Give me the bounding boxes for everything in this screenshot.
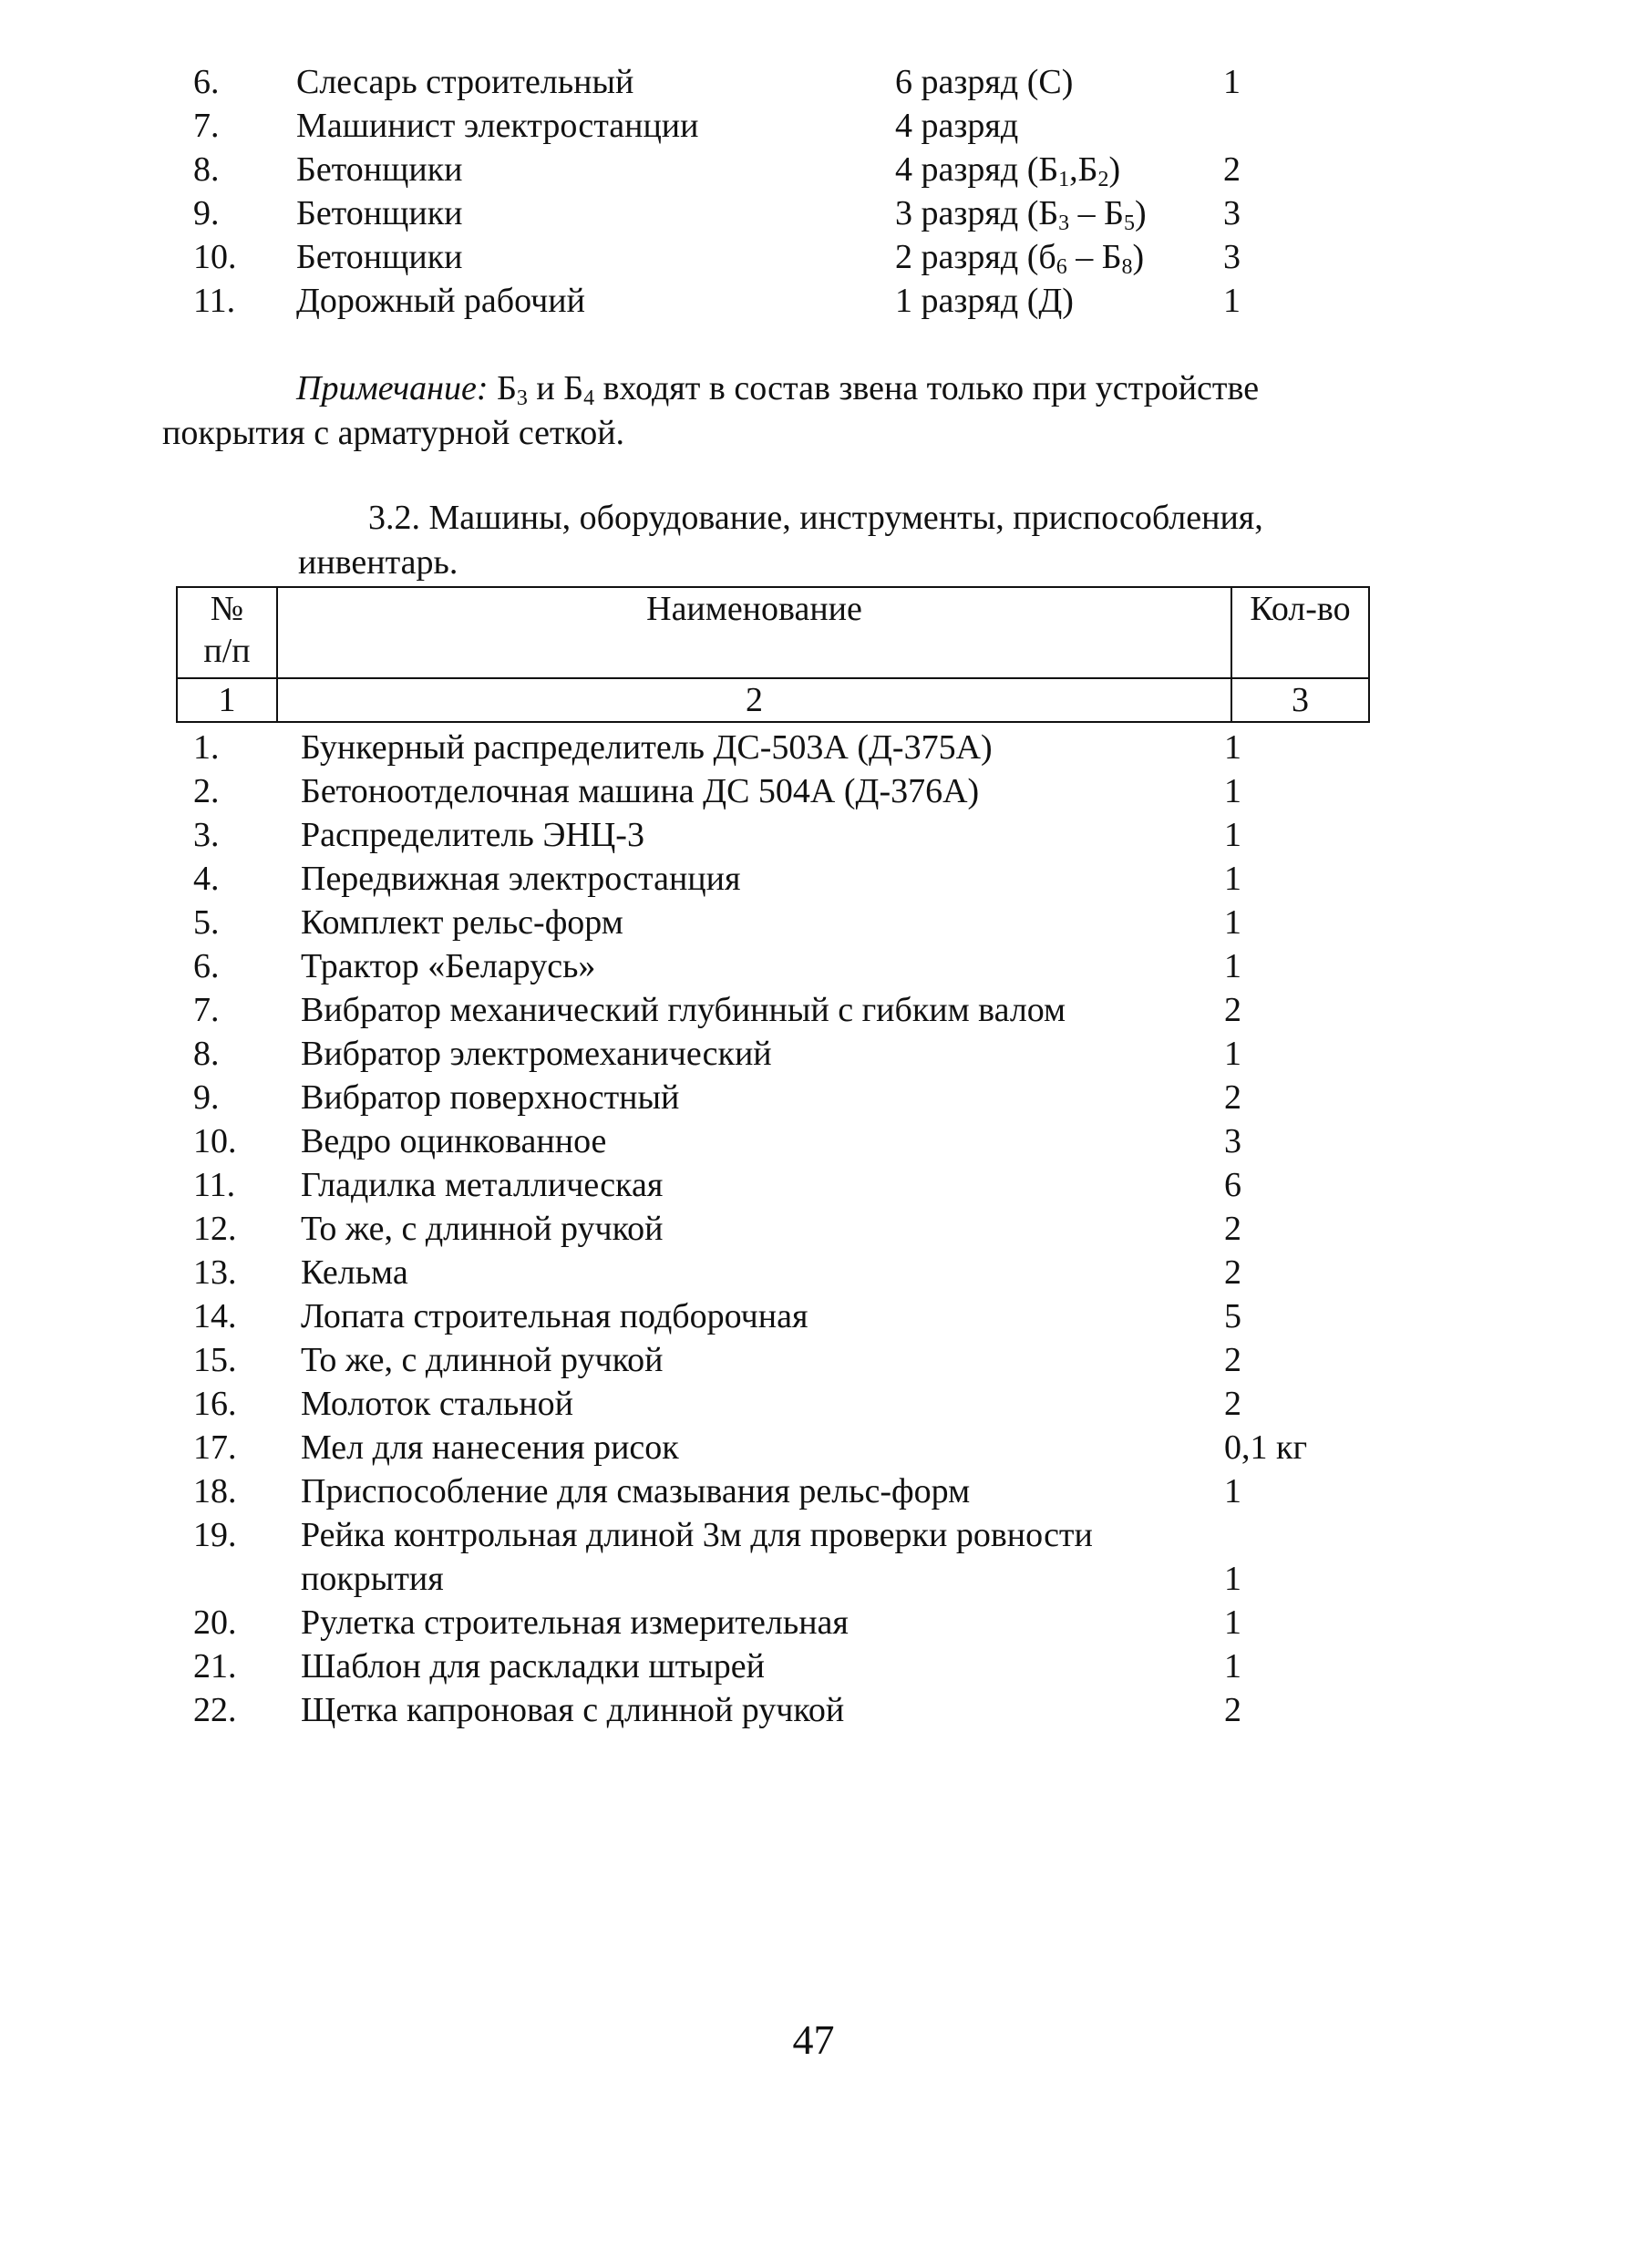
section-title: 3.2. Машины, оборудование, инструменты, приспособления, (368, 499, 1263, 537)
worker-profession: Дорожный рабочий (296, 282, 585, 320)
rank-subscript: 2 (1097, 168, 1109, 191)
worker-number: 10. (193, 238, 237, 276)
item-number: 9. (193, 1078, 220, 1117)
item-quantity: 1 (1224, 903, 1241, 942)
item-quantity: 1 (1224, 1560, 1241, 1598)
worker-number: 11. (193, 282, 236, 320)
rank-subscript: 6 (1055, 255, 1067, 279)
item-quantity: 2 (1224, 1341, 1241, 1379)
note-label: Примечание: (296, 369, 489, 407)
item-name: Щетка капроновая с длинной ручкой (301, 1691, 845, 1729)
rank-subscript: 1 (1058, 168, 1070, 191)
worker-profession: Слесарь строительный (296, 63, 634, 101)
worker-profession: Бетонщики (296, 238, 463, 276)
item-number: 8. (193, 1035, 220, 1073)
item-number: 2. (193, 772, 220, 810)
item-name: Гладилка металлическая (301, 1166, 664, 1204)
item-quantity: 2 (1224, 1385, 1241, 1423)
rank-subscript: 8 (1121, 255, 1133, 279)
worker-number: 6. (193, 63, 220, 101)
note-b3: Б (497, 369, 517, 407)
item-number: 19. (193, 1516, 237, 1554)
header-number-label: п/п (203, 632, 251, 670)
rank-suffix: ) (1132, 238, 1145, 276)
item-quantity: 1 (1224, 1603, 1241, 1642)
item-number: 1. (193, 728, 220, 767)
rank-suffix: ) (1135, 194, 1147, 232)
worker-number: 7. (193, 107, 220, 145)
item-quantity: 1 (1224, 947, 1241, 985)
item-name: То же, с длинной ручкой (301, 1210, 664, 1248)
item-quantity: 3 (1224, 1122, 1241, 1160)
item-number: 18. (193, 1472, 237, 1510)
item-quantity: 2 (1224, 1691, 1241, 1729)
item-quantity: 1 (1224, 1035, 1241, 1073)
header-index-3: 3 (1231, 678, 1369, 722)
item-name: Вибратор электромеханический (301, 1035, 772, 1073)
header-number-symbol: № (210, 590, 244, 628)
item-name: Бетоноотделочная машина ДС 504А (Д-376А) (301, 772, 980, 810)
item-number: 5. (193, 903, 220, 942)
page-number: 47 (792, 2016, 835, 2063)
worker-number: 9. (193, 194, 220, 232)
item-quantity: 1 (1224, 772, 1241, 810)
worker-count: 1 (1223, 63, 1241, 101)
item-name: Распределитель ЭНЦ-3 (301, 816, 644, 854)
item-number: 3. (193, 816, 220, 854)
item-quantity: 6 (1224, 1166, 1241, 1204)
note-text: входят в состав звена только при устройстве (602, 369, 1260, 407)
worker-count: 1 (1223, 282, 1241, 320)
item-name: Молоток стальной (301, 1385, 573, 1423)
header-index-2: 2 (277, 678, 1231, 722)
item-quantity: 5 (1224, 1297, 1241, 1335)
item-name: Вибратор механический глубинный с гибким валом (301, 991, 1066, 1029)
rank-middle: ,Б (1069, 150, 1098, 189)
item-number: 7. (193, 991, 220, 1029)
note-b4: Б (563, 369, 584, 407)
item-name: Рулетка строительная измерительная (301, 1603, 849, 1642)
worker-rank (895, 235, 1144, 279)
item-quantity: 2 (1224, 1253, 1241, 1292)
header-index-1: 1 (177, 678, 277, 722)
item-number: 21. (193, 1647, 237, 1686)
item-quantity: 2 (1224, 1078, 1241, 1117)
worker-rank (895, 191, 1147, 235)
rank-prefix: 4 разряд (Б (895, 150, 1059, 189)
item-name: Мел для нанесения рисок (301, 1428, 679, 1467)
item-number: 14. (193, 1297, 237, 1335)
item-name: Кельма (301, 1253, 408, 1292)
item-quantity: 1 (1224, 1472, 1241, 1510)
item-name: Передвижная электростанция (301, 860, 741, 898)
rank-middle: – Б (1066, 238, 1122, 276)
item-quantity: 2 (1224, 991, 1241, 1029)
worker-profession: Машинист электростанции (296, 107, 699, 145)
worker-profession: Бетонщики (296, 150, 463, 189)
item-name: Рейка контрольная длиной 3м для проверки ровности (301, 1516, 1093, 1554)
worker-rank (895, 148, 1120, 191)
item-number: 15. (193, 1341, 237, 1379)
item-quantity: 1 (1224, 728, 1241, 767)
item-name: Бункерный распределитель ДС-503А (Д-375А) (301, 728, 993, 767)
item-number: 20. (193, 1603, 237, 1642)
item-name: Комплект рельс-форм (301, 903, 623, 942)
item-name: Приспособление для смазывания рельс-форм (301, 1472, 971, 1510)
machines-table-header (176, 586, 1370, 723)
item-quantity: 0,1 кг (1224, 1428, 1308, 1467)
item-number: 11. (193, 1166, 236, 1204)
header-number (177, 587, 277, 678)
item-name-continued: покрытия (301, 1560, 444, 1598)
item-number: 10. (193, 1122, 237, 1160)
item-quantity: 1 (1224, 816, 1241, 854)
item-name: Вибратор поверхностный (301, 1078, 680, 1117)
item-quantity: 1 (1224, 860, 1241, 898)
note-line-1 (296, 366, 1259, 410)
item-number: 4. (193, 860, 220, 898)
rank-prefix: 2 разряд (б (895, 238, 1056, 276)
note-b4-subscript: 4 (583, 387, 595, 410)
item-number: 22. (193, 1691, 237, 1729)
item-name: Трактор «Беларусь» (301, 947, 596, 985)
item-name: Лопата строительная подборочная (301, 1297, 808, 1335)
worker-count: 3 (1223, 194, 1241, 232)
worker-rank: 1 разряд (Д) (895, 282, 1074, 320)
worker-number: 8. (193, 150, 220, 189)
item-number: 16. (193, 1385, 237, 1423)
note-b3-subscript: 3 (516, 387, 528, 410)
note-line-2: покрытия с арматурной сеткой. (162, 414, 625, 452)
rank-suffix: ) (1108, 150, 1121, 189)
rank-prefix: 3 разряд (Б (895, 194, 1059, 232)
worker-count: 2 (1223, 150, 1241, 189)
header-quantity: Кол-во (1231, 587, 1369, 678)
item-name: То же, с длинной ручкой (301, 1341, 664, 1379)
worker-profession: Бетонщики (296, 194, 463, 232)
item-number: 6. (193, 947, 220, 985)
item-number: 13. (193, 1253, 237, 1292)
item-quantity: 2 (1224, 1210, 1241, 1248)
worker-count: 3 (1223, 238, 1241, 276)
item-name: Ведро оцинкованное (301, 1122, 607, 1160)
item-number: 12. (193, 1210, 237, 1248)
section-title-continued: инвентарь. (298, 543, 458, 582)
rank-subscript: 3 (1058, 211, 1070, 235)
worker-rank: 4 разряд (895, 107, 1019, 145)
rank-middle: – Б (1069, 194, 1124, 232)
header-name: Наименование (277, 587, 1231, 678)
note-and: и (536, 369, 555, 407)
worker-rank: 6 разряд (С) (895, 63, 1074, 101)
rank-subscript: 5 (1124, 211, 1135, 235)
item-quantity: 1 (1224, 1647, 1241, 1686)
item-name: Шаблон для раскладки штырей (301, 1647, 765, 1686)
item-number: 17. (193, 1428, 237, 1467)
